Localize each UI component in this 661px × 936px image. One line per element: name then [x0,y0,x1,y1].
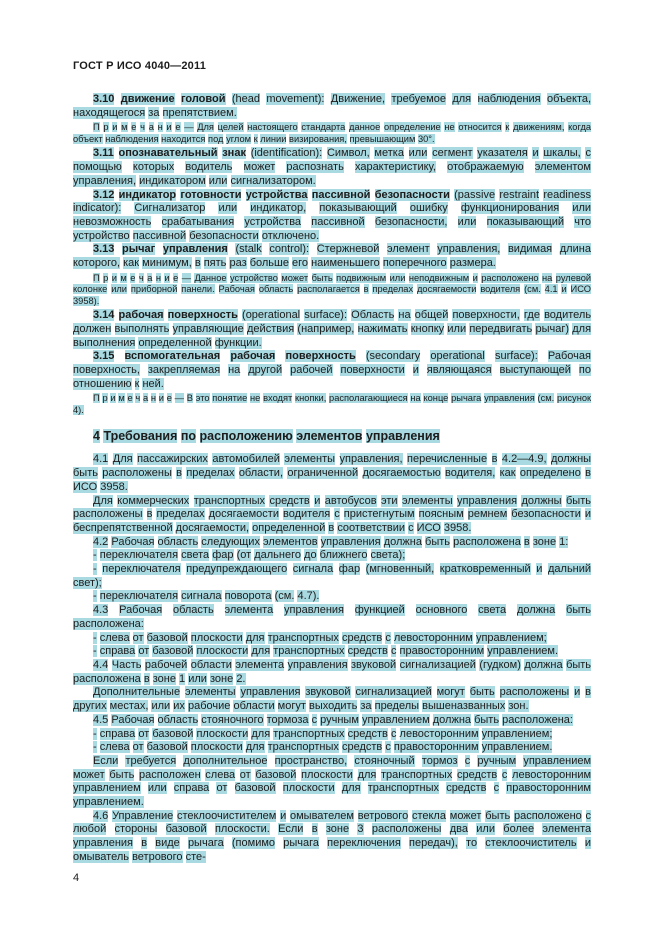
definition: 3.14 рабочая поверхность (operational surface): Область на общей поверхности, где водитель должен выполнять управляющие действия (например, нажимать кнопку или передвигать рычаг) для выполнения определенной функции. [73,309,592,349]
definition: 3.15 вспомогательная рабочая поверхность (secondary operational surface): Рабочая поверхность, закрепляемая на другой рабочей поверхности и являющаяся выступающей по отношению к ней. [73,350,591,390]
paragraph: Дополнительные элементы управления звуковой сигнализацией могут быть расположены и в других местах, или их рабочие области могут выходить за пределы вышеназванных зон. [73,686,591,713]
paragraph: 4.5 Рабочая область стояночного тормоза с ручным управлением должна быть расположена: [93,713,573,726]
note: П р и м е ч а н и е — В это понятие не входят кнопки, располагающиеся на конце рычага управления (см. рисунок 4). [73,393,592,415]
document-body [73,93,591,865]
paragraph: Для коммерческих транспортных средств и автобусов эти элементы управления должны быть расположены в пределах досягаемости водителя с пристегнутым поясным ремнем безопасности и беспрепятственной досягаемости, определенной в соответствии с ИСО 3958. [73,494,592,534]
definition: 3.11 опознавательный знак (identification): Символ, метка или сегмент указателя и шкалы, с помощью которых водитель может распознать характеристику, отображаемую элементом управления, индикатором или сигнализатором. [73,147,591,187]
term: движение головой [120,93,226,105]
bullet: - справа от базовой плоскости для транспортных средств с левосторонним управлением; [93,727,553,740]
note: П р и м е ч а н и е — Данное устройство может быть подвижным или неподвижным и расположено на рулевой колонке или приборной панели. Рабочая область располагается в пределах досягаемости водителя (см. 4.1 и ИСО 3958). [73,272,592,306]
heading: 4 Требования по расположению элементов управления [93,429,440,444]
term: рычаг управления [122,243,228,256]
bullet: - переключателя света фар (от дальнего до ближнего света); [93,549,406,562]
paragraph: Если требуется дополнительное пространство, стояночный тормоз с ручным управлением может быть расположен слева от базовой плоскости для транспортных средств с левосторонним управлением или справа от базовой плоскости для транспортных средств с правосторонним управлением. [73,754,592,809]
term: рабочая поверхность [118,309,238,322]
note: П р и м е ч а н и е — Для целей настоящего стандарта данное определение не относится к движениям, когда объект наблюдения находится под углом к линии визирования, превышающим 30°. [73,122,592,144]
paragraph: 4.2 Рабочая область следующих элементов управления должна быть расположена в зоне 1: [93,535,569,548]
bullet: - слева от базовой плоскости для транспортных средств с правосторонним управлением. [93,741,553,754]
definition: 3.13 рычаг управления (stalk control): Стержневой элемент управления, видимая длина которого, как минимум, в пять раз больше его наименьшего поперечного размера. [73,243,591,270]
clause-number: 3.12 [93,188,115,201]
clause-number: 3.14 [93,309,115,322]
clause-number: 3.11 [93,147,114,160]
bullet: - переключателя предупреждающего сигнала фар (мгновенный, кратковременный и дальний свет); [73,563,592,589]
document-header: ГОСТ Р ИСО 4040—2011 [73,60,207,72]
paragraph: 4.1 Для пассажирских автомобилей элементы управления, перечисленные в 4.2—4.9, должны быть расположены в пределах области, ограниченной досягаемостью водителя, как определено в ИСО 3958. [73,453,592,493]
term: индикатор готовности устройства пассивной безопасности [118,188,450,201]
bullet: - переключателя сигнала поворота (см. 4.7). [93,590,320,603]
paragraph: 4.4 Часть рабочей области элемента управления звуковой сигнализацией (гудком) должна быть расположена в зоне 1 или зоне 2. [73,659,592,685]
bullet: - справа от базовой плоскости для транспортных средств с правосторонним управлением. [93,645,559,658]
paragraph: 4.6 Управление стеклоочистителем и омывателем ветрового стекла может быть расположено с любой стороны базовой плоскости. Если в зоне 3 расположены два или более элемента управления в виде рычага (помимо рычага переключения передач), то стеклоочиститель и омыватель ветрового сте- [73,809,592,863]
clause-number: 3.15 [93,350,115,363]
term: вспомогательная рабочая поверхность [124,350,356,363]
definition: 3.12 индикатор готовности устройства пассивной безопасности (passive restraint readiness indicator): Сигнализатор или индикатор, показывающий ошибку функционирования или невозможность срабатывания устройства пассивной безопасности, или показывающий что устройство пассивной безопасности отключено. [73,188,592,242]
clause-number: 3.10 [93,93,115,105]
page-number: 4 [73,872,80,884]
paragraph: 4.3 Рабочая область элемента управления функцией основного света должна быть расположена: [73,604,592,630]
term: опознавательный знак [118,147,246,160]
bullet: - слева от базовой плоскости для транспортных средств с левосторонним управлением; [93,631,547,644]
definition: 3.10 движение головой (head movement): Движение, требуемое для наблюдения объекта, находящегося за препятствием. [73,93,592,119]
clause-number: 3.13 [93,243,115,256]
